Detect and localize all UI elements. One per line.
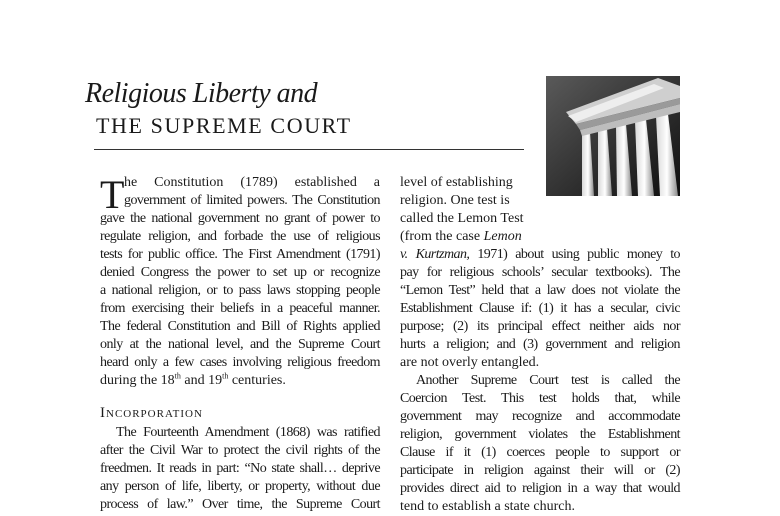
text-line: after the Civil War to protect the civil rights of the bbox=[100, 443, 380, 458]
title-rule bbox=[94, 149, 524, 150]
text-fragment: during the 18 bbox=[100, 373, 175, 388]
text-line: The federal Constitution and Bill of Rights applied bbox=[100, 319, 380, 334]
text-line: process of law.” Over time, the Supreme Court bbox=[100, 497, 380, 512]
text-line: gave the national government no grant of power to bbox=[100, 211, 380, 226]
text-fragment: (from the case bbox=[400, 229, 484, 244]
text-line: tests for public office. The First Amendment (1791) bbox=[100, 247, 380, 262]
text-fragment: and 19 bbox=[180, 373, 223, 388]
column-left bbox=[100, 174, 380, 514]
text-line: regulate religion, and forbade the use of religious bbox=[100, 229, 380, 244]
text-line: any person of life, liberty, or property, without due bbox=[100, 479, 380, 494]
text-line: are not overly entangled. bbox=[400, 355, 540, 370]
case-name-italic: Lemon bbox=[483, 229, 522, 244]
text-line: government of limited powers. The Constitution bbox=[124, 193, 380, 208]
text-line: he Constitution (1789) established a bbox=[124, 175, 380, 190]
text-line: heard only a few cases involving religious freedom bbox=[100, 355, 380, 370]
text-line: Another Supreme Court test is called the bbox=[416, 373, 680, 388]
text-line: participate in religion against their will or (2) bbox=[400, 463, 680, 478]
text-line: level of establishing bbox=[400, 175, 513, 190]
superscript: th bbox=[222, 371, 229, 381]
text-line: called the Lemon Test bbox=[400, 211, 524, 226]
text-line: purpose; (2) its principal effect neither aids nor bbox=[400, 319, 680, 334]
text-line: Establishment Clause if: (1) it has a secular, civic bbox=[400, 301, 680, 316]
title-main: THE SUPREME COURT bbox=[96, 113, 352, 138]
text-line: a national religion, or to pass laws stopping people bbox=[100, 283, 380, 298]
text-line: Coercion Test. This test holds that, while bbox=[400, 391, 680, 406]
text-line bbox=[400, 246, 680, 264]
text-line: denied Congress the power to set up or recognize bbox=[100, 265, 380, 280]
text-line: hurts a religion; and (3) government and religion bbox=[400, 337, 680, 352]
drop-cap: T bbox=[100, 172, 125, 217]
text-line bbox=[400, 228, 680, 246]
text-line: only at the national level, and the Supreme Court bbox=[100, 337, 380, 352]
superscript: th bbox=[174, 371, 181, 381]
title-script: Religious Liberty and bbox=[85, 78, 318, 109]
text-line: religion. One test is bbox=[400, 193, 510, 208]
text-line: government may recognize and accommodate bbox=[400, 409, 680, 424]
text-line: “Lemon Test” held that a law does not violate the bbox=[400, 283, 680, 298]
text-line: Clause if it (1) coerces people to support or bbox=[400, 445, 680, 460]
text-line bbox=[100, 372, 380, 390]
column-right bbox=[400, 174, 680, 516]
text-fragment: centuries. bbox=[228, 373, 286, 388]
section-heading: Incorporation bbox=[100, 405, 203, 421]
text-fragment: 1971) about using public money to bbox=[469, 247, 681, 262]
text-line: The Fourteenth Amendment (1868) was ratified bbox=[116, 425, 380, 440]
text-line: from exercising their beliefs in a peaceful manner. bbox=[100, 301, 380, 316]
text-line: tend to establish a state church. bbox=[400, 499, 575, 514]
text-line: provides direct aid to religion in a way that would bbox=[400, 481, 680, 496]
text-line: pay for religious schools’ secular textbooks). The bbox=[400, 265, 680, 280]
text-line: religion, government violates the Establishment bbox=[400, 427, 680, 442]
text-line: freedmen. It reads in part: “No state shall… deprive bbox=[100, 461, 380, 476]
case-name-italic: v. Kurtzman, bbox=[400, 247, 470, 262]
